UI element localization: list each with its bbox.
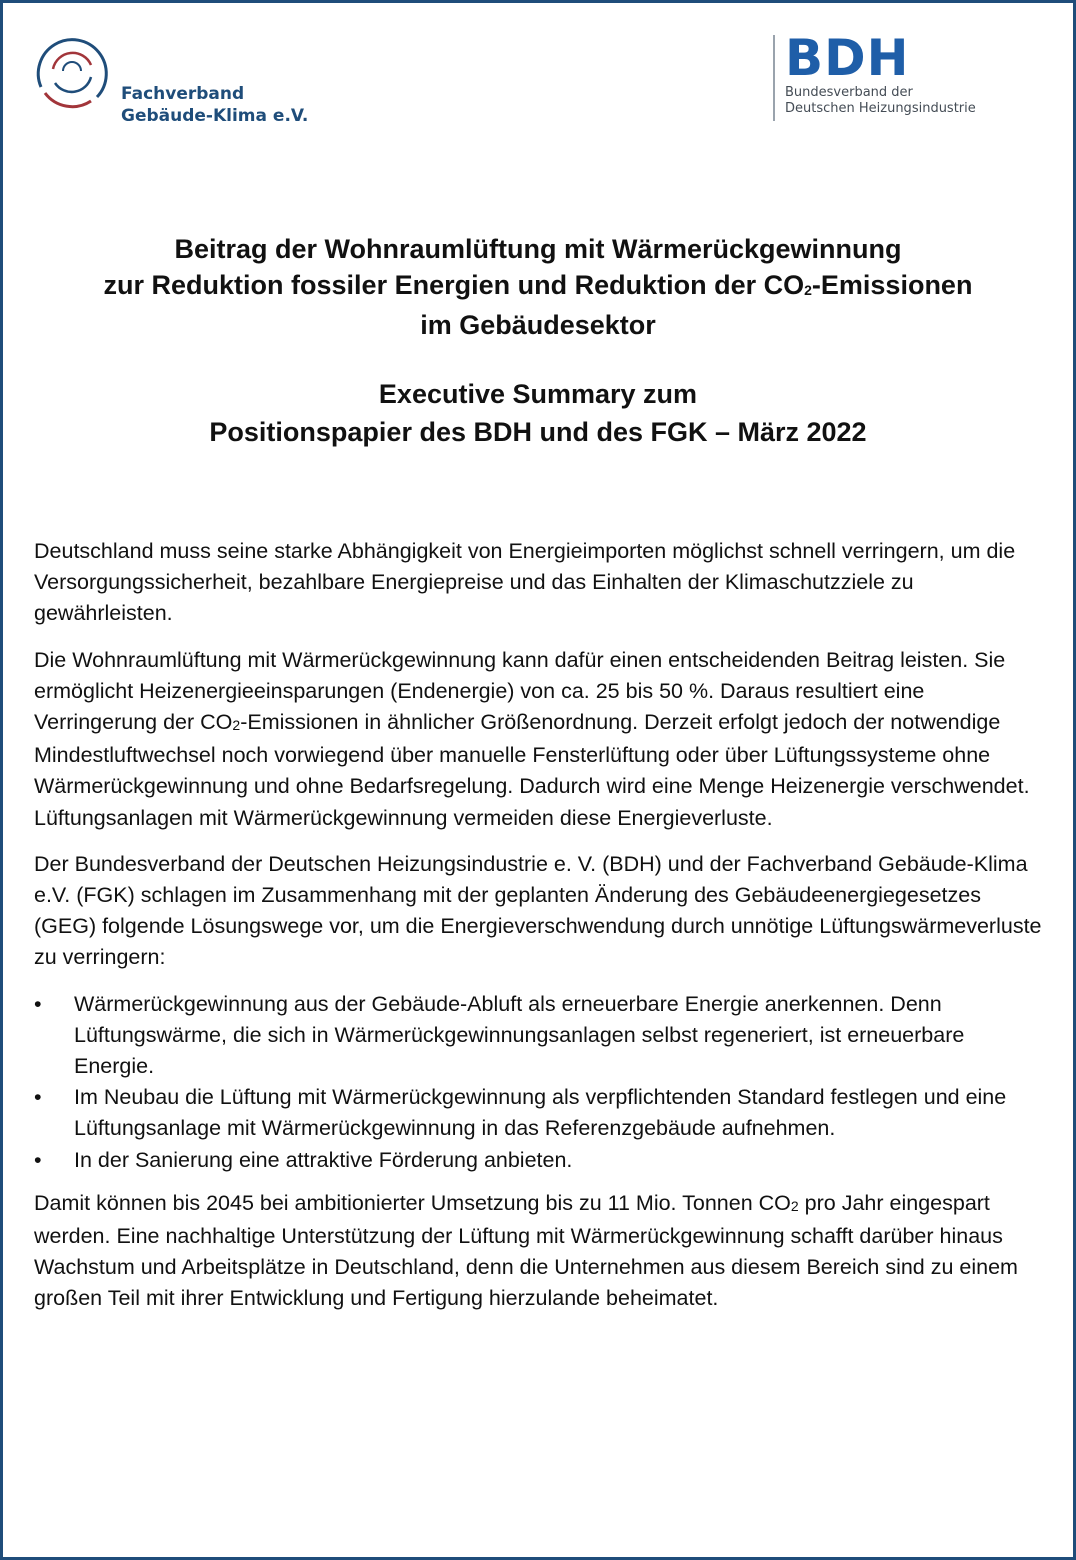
bdh-logo-line2: Deutschen Heizungsindustrie: [785, 101, 976, 116]
title-line-2: [3, 267, 1073, 307]
title-line-3: im Gebäudesektor: [420, 310, 656, 340]
bullet-icon: •: [34, 1085, 42, 1110]
document-title: [3, 231, 1073, 343]
paragraph-4-start: Damit können bis 2045 bei ambitionierter Umsetzung bis zu 11 Mio. Tonnen CO: [34, 1190, 791, 1215]
paragraph-2-end: -Emissionen in ähnlicher Größenordnung. Derzeit erfolgt jedoch der notwendige Mindestluftwechsel noch vorwiegend über manuelle Fensterlüftung oder über Lüftungssysteme ohne Wärmerückgewinnung und ohne Bedarfsregelung. Dadurch wird eine Menge Heizenergie verschwendet. Lüftungsanlagen mit Wärmerückgewinnung vermeiden diese Energieverluste.: [34, 710, 1030, 830]
paragraph-2-co2-subscript: 2: [232, 717, 241, 734]
document-subtitle: [3, 375, 1073, 451]
title-line-2-text: zur Reduktion fossiler Energien und Reduktion der CO: [103, 270, 805, 300]
bullet-list: [34, 989, 1049, 1176]
bullet-icon: •: [34, 1147, 42, 1172]
paragraph-2: [34, 645, 1049, 834]
document-body: [34, 536, 1049, 1330]
fgk-logo-line2: Gebäude-Klima e.V.: [121, 106, 309, 126]
paragraph-4-end: pro Jahr eingespart werden. Eine nachhaltige Unterstützung der Lüftung mit Wärmerückgewinnung schafft darüber hinaus Wachstum und Arbeitsplätze in Deutschland, denn die Unternehmen aus diesem Bereich sind zu einem großen Teil mit ihrer Entwicklung und Fertigung hierzulande beheimatet.: [34, 1190, 1018, 1311]
bullet-text: Wärmerückgewinnung aus der Gebäude-Abluft als erneuerbare Energie anerkennen. Denn Lüftungswärme, die sich in Wärmerückgewinnungsanlagen selbst regeneriert, ist erneuerbare Energie.: [74, 991, 965, 1079]
subtitle-line-1: Executive Summary zum: [378, 379, 698, 409]
bullet-text: Im Neubau die Lüftung mit Wärmerückgewinnung als verpflichtenden Standard festlegen und eine Lüftungsanlage mit Wärmerückgewinnung in das Referenzgebäude aufnehmen.: [74, 1085, 1007, 1141]
bullet-text: In der Sanierung eine attraktive Förderung anbieten.: [74, 1147, 573, 1172]
paragraph-2-start: Die Wohnraumlüftung mit Wärmerückgewinnung kann dafür einen entscheidenden Beitrag leisten. Sie ermöglicht Heizenergieeinsparungen (Endenergie) von ca. 25 bis 50 %. Daraus resultiert eine Verringerung der CO: [34, 647, 1006, 735]
fgk-logo-text: [121, 83, 308, 127]
bdh-logo-divider: [773, 35, 775, 121]
bullet-item: [34, 989, 1049, 1083]
title-co2-subscript: 2: [804, 282, 812, 298]
paragraph-3: Der Bundesverband der Deutschen Heizungsindustrie e. V. (BDH) und der Fachverband Gebäude-Klima e.V. (FGK) schlagen im Zusammenhang mit der geplanten Änderung des Gebäudeenergiegesetzes (GEG) folgende Lösungswege vor, um die Energieverschwendung durch unnötige Lüftungswärmeverluste zu verringern:: [34, 851, 1042, 970]
bullet-icon: •: [34, 991, 42, 1016]
bullet-item: [34, 1145, 1049, 1176]
bullet-item: [34, 1082, 1049, 1144]
bdh-logo-subtitle: [785, 85, 976, 117]
paragraph-4-co2-subscript: 2: [790, 1197, 799, 1214]
fgk-logo-icon: [31, 31, 113, 113]
subtitle-line-2: Positionspapier des BDH und des FGK – März 2022: [209, 417, 867, 447]
bdh-logo: [773, 29, 976, 121]
fgk-logo-line1: Fachverband: [121, 84, 245, 104]
title-line-2-end: -Emissionen: [811, 270, 973, 300]
fgk-logo: [31, 31, 308, 127]
paragraph-1: Deutschland muss seine starke Abhängigkeit von Energieimporten möglichst schnell verringern, um die Versorgungssicherheit, bezahlbare Energiepreise und das Einhalten der Klimaschutzziele zu gewährleisten.: [34, 539, 1016, 626]
title-line-1: Beitrag der Wohnraumlüftung mit Wärmerückgewinnung: [174, 234, 902, 264]
paragraph-4: [34, 1188, 1049, 1315]
bdh-logo-wordmark: BDH: [785, 29, 910, 87]
bdh-logo-line1: Bundesverband der: [785, 85, 913, 100]
